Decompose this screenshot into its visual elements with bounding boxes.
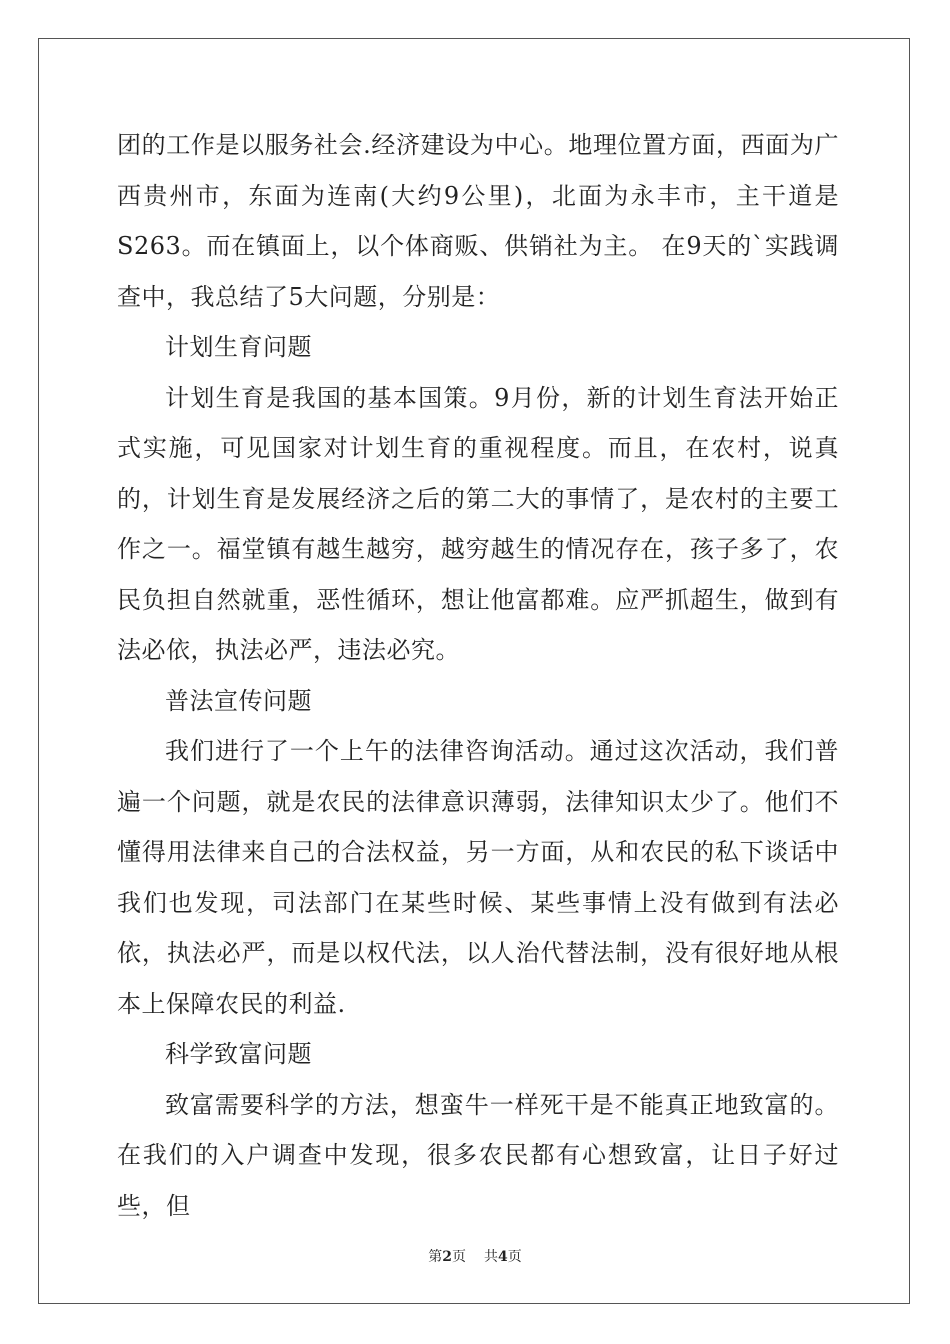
current-page-number: 2 — [442, 1249, 452, 1265]
total-pages-suffix: 页 — [507, 1249, 522, 1265]
paragraph: 团的工作是以服务社会.经济建设为中心。地理位置方面，西面为广西贵州市，东面为连南(大约9公里)，北面为永丰市，主干道是S263。而在镇面上，以个体商贩、供销社为主。 在9天的`实践调查中，我总结了5大问题，分别是： — [117, 131, 839, 311]
page-number-suffix: 页 — [452, 1249, 466, 1265]
section-heading: 普法宣传问题 — [165, 686, 312, 715]
section-heading: 计划生育问题 — [165, 333, 312, 361]
total-pages-number: 4 — [498, 1249, 508, 1265]
paragraph: 我们进行了一个上午的法律咨询活动。通过这次活动，我们普遍一个问题，就是农民的法律意识薄弱，法律知识太少了。他们不懂得用法律来自己的合法权益，另一方面，从和农民的私下谈话中我们也发现，司法部门在某些时候、某些事情上没有做到有法必依，执法必严，而是以权代法，以人治代替法制，没有很好地从根本上保障农民的利益. — [117, 737, 839, 1018]
page-number-prefix: 第 — [428, 1249, 443, 1265]
total-pages-prefix: 共 — [484, 1249, 498, 1265]
document-body — [117, 120, 839, 1231]
paragraph: 致富需要科学的方法，想蛮牛一样死干是不能真正地致富的。在我们的入户调查中发现，很多农民都有心想致富，让日子好过些，但 — [117, 1090, 839, 1220]
paragraph: 计划生育是我国的基本国策。9月份，新的计划生育法开始正式实施，可见国家对计划生育的重视程度。而且，在农村，说真的，计划生育是发展经济之后的第二大的事情了，是农村的主要工作之一。福堂镇有越生越穷，越穷越生的情况存在，孩子多了，农民负担自然就重，恶性循环，想让他富都难。应严抓超生，做到有法必依，执法必严，违法必究。 — [117, 383, 839, 664]
page-footer — [0, 1246, 950, 1266]
section-heading: 科学致富问题 — [165, 1040, 312, 1068]
